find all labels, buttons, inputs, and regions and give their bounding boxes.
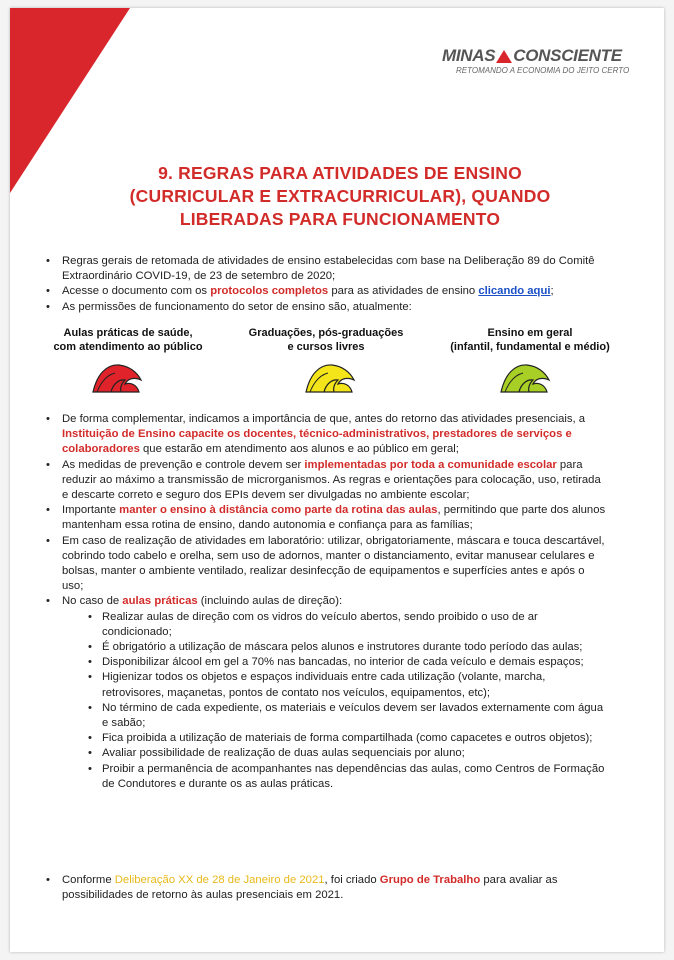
document-page — [10, 8, 664, 952]
rule-1-text-end: que estarão em atendimento aos alunos e ao público em geral; — [139, 443, 459, 456]
closing-list — [42, 873, 607, 903]
list-item — [42, 503, 607, 533]
category-general — [430, 326, 630, 354]
category-health-line-2: com atendimento ao público — [53, 341, 203, 353]
list-item: • Avaliar possibilidade de realização de duas aulas sequenciais por aluno; — [86, 746, 607, 761]
section-title — [70, 162, 610, 231]
working-group-emphasis: Grupo de Trabalho — [379, 874, 481, 886]
list-item — [42, 594, 607, 792]
deliberation-reference: Deliberação XX de 28 de Janeiro de 2021 — [114, 874, 325, 886]
rule-2-text-end: para reduzir ao máximo a transmissão de microrganismos. As regras e orientações para colocação, uso, retirada e descarte correto e seguro dos EPIs devem ser divulgadas no ambiente escolar; — [62, 458, 601, 502]
intro-item-3-text: As permissões de funcionamento do setor de ensino são, atualmente: — [62, 300, 412, 313]
practical-classes-list — [86, 610, 607, 792]
logo-tagline: RETOMANDO A ECONOMIA DO JEITO CERTO — [456, 66, 630, 75]
intro-item-2-end: ; — [550, 285, 554, 298]
rule-2-text: As medidas de prevenção e controle devem ser — [62, 458, 305, 471]
category-health-line-1: Aulas práticas de saúde, — [63, 327, 193, 339]
category-graduate-line-2: e cursos livres — [287, 341, 365, 353]
rule-1-text: De forma complementar, indicamos a importância de que, antes do retorno das atividades presenciais, a — [62, 413, 586, 425]
title-line-3: LIBERADAS PARA FUNCIONAMENTO — [179, 209, 501, 229]
rule-3-emphasis: manter o ensino à distância como parte da rotina das aulas — [119, 504, 438, 517]
category-general-line-2: (infantil, fundamental e médio) — [450, 341, 610, 353]
list-item: • Proibir a permanência de acompanhantes nas dependências das aulas, como Centros de Formação de Condutores e durante os as aulas práticas. — [86, 762, 607, 792]
category-graduate — [236, 326, 416, 354]
category-graduate-line-1: Graduações, pós-graduações — [248, 327, 404, 339]
list-item — [42, 284, 607, 299]
closing-text: Conforme — [62, 874, 115, 886]
rule-4-text: Em caso de realização de atividades em laboratório: utilizar, obrigatoriamente, máscara e touca descartável, cobrindo todo cabelo e orelha, sem uso de adornos, manter o distanciamento, evitar manusear celulares e bolsas, manter o ambiente ventilado, realizar desinfecção de equipamentos e superfícies antes e após o uso; — [62, 534, 605, 593]
closing-text-end: para avaliar as possibilidades de retorno às aulas presenciais em 2021. — [62, 874, 558, 902]
minas-consciente-logo — [442, 46, 642, 75]
protocols-emphasis: protocolos completos — [210, 285, 329, 298]
intro-item-2-text-cont: para as atividades de ensino — [328, 285, 479, 298]
closing-text-cont: , foi criado — [324, 874, 380, 886]
rules-list — [42, 412, 607, 792]
logo-name-right: CONSCIENTE — [513, 46, 622, 65]
list-item — [42, 254, 607, 284]
yellow-wave-icon — [304, 360, 356, 394]
intro-list — [42, 254, 607, 315]
logo-triangle-icon — [496, 50, 512, 63]
list-item: • Higienizar todos os objetos e espaços individuais entre cada utilização (volante, marcha, retrovisores, maçanetas, pontos de contato nos veículos, equipamentos, etc); — [86, 670, 607, 700]
title-line-2: (CURRICULAR E EXTRACURRICULAR), QUANDO — [129, 186, 551, 206]
red-wave-icon — [91, 360, 143, 394]
green-wave-icon — [499, 360, 551, 394]
list-item: • Fica proibida a utilização de materiais de forma compartilhada (como capacetes e outros objetos); — [86, 731, 607, 746]
category-health — [38, 326, 218, 354]
list-item — [42, 873, 607, 903]
list-item — [42, 458, 607, 504]
list-item — [42, 300, 607, 315]
intro-item-2-text: Acesse o documento com os — [62, 285, 211, 298]
rule-3-text: Importante — [62, 504, 120, 517]
logo-name-left: MINAS — [442, 46, 496, 65]
category-general-line-1: Ensino em geral — [487, 327, 573, 339]
rule-5-text-end: (incluindo aulas de direção): — [197, 595, 343, 608]
rule-5-text: No caso de — [62, 595, 123, 608]
list-item: • No término de cada expediente, os materiais e veículos devem ser lavados externamente com água e sabão; — [86, 701, 607, 731]
list-item — [42, 534, 607, 595]
list-item: • Disponibilizar álcool em gel a 70% nas bancadas, no interior de cada veículo e demais espaços; — [86, 655, 607, 670]
rule-5-emphasis: aulas práticas — [122, 595, 198, 608]
rule-3-text-end: , permitindo que parte dos alunos mantenham essa rotina de ensino, dando autonomia e confiança para as famílias; — [62, 504, 606, 532]
click-here-link[interactable]: clicando aqui — [478, 285, 551, 298]
rule-2-emphasis: implementadas por toda a comunidade escolar — [304, 458, 557, 471]
title-line-1: 9. REGRAS PARA ATIVIDADES DE ENSINO — [158, 163, 522, 183]
list-item: • Realizar aulas de direção com os vidros do veículo abertos, sendo proibido o uso de ar condicionado; — [86, 610, 607, 640]
intro-item-1-text: Regras gerais de retomada de atividades de ensino estabelecidas com base na Deliberação 89 do Comitê Extraordinário COVID-19, de 23 de setembro de 2020; — [62, 255, 595, 283]
list-item — [42, 412, 607, 458]
rule-1-emphasis: Instituição de Ensino capacite os docentes, técnico-administrativos, prestadores de serviços e colaboradores — [62, 428, 572, 456]
list-item: • É obrigatório a utilização de máscara pelos alunos e instrutores durante todo período das aulas; — [86, 640, 607, 655]
